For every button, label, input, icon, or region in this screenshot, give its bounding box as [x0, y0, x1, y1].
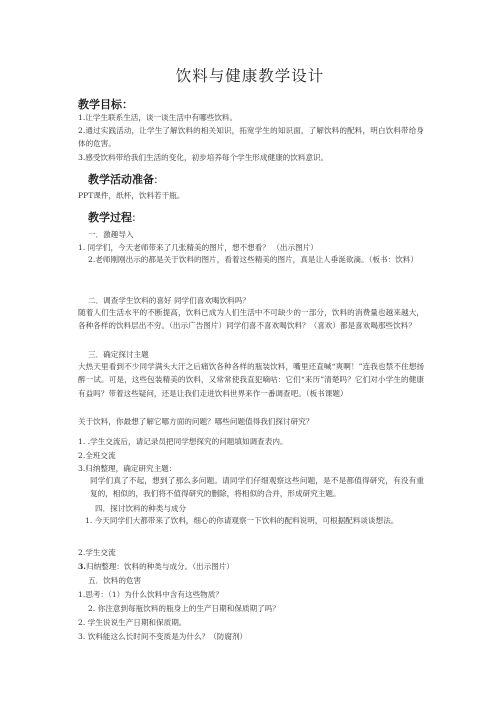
goal-item-2: 2.通过实践活动，让学生了解饮料的相关知识，拓宽学生的知识面，了解饮料的配料，明白饮料带给身体的危害。	[78, 126, 424, 149]
section-4-item-3	[78, 562, 234, 572]
prep-heading	[88, 171, 158, 187]
prep-heading-colon: :	[154, 173, 158, 186]
section-3-text: 大热天里看到不少同学满头大汗之后痛饮各种各样的瓶装饮料，嘴里还直喊“爽啊！”连我也禁不住想扬醉一试。可是，这些包装精美的饮料，又常常使我直犯嘀咕：它们“来历”清楚吗？它们对小学生的健康有益吗？带着这些疑问，还是让我们走进饮料世界来作一番调查吧。（板书课题）	[78, 362, 424, 398]
section-5-item-2: 2. 你注意到每瓶饮料的瓶身上的生产日期和保质期了吗？	[88, 604, 280, 613]
prep-text: PPT课件，纸杯，饮料若干瓶。	[78, 191, 185, 200]
document-title: 饮料与健康教学设计	[175, 67, 325, 85]
section-3-title: 三．确定探讨主题	[88, 350, 149, 359]
section-3-item-2: 2.全班交流	[78, 451, 116, 460]
section-3-item-3: 3.归纳整理，确定研究主题：	[78, 464, 177, 473]
section-4-title: 四．探讨饮料的种类与成分	[95, 504, 187, 513]
process-heading-colon: :	[132, 211, 136, 224]
goal-item-3: 3.感受饮料带给我们生活的变化，初步培养每个学生形成健康的饮料意识。	[78, 153, 329, 162]
goal-item-1: 1.让学生联系生活，谈一谈生活中有哪些饮料。	[78, 113, 238, 122]
section-1-title: 一．激趣导入	[88, 230, 134, 239]
section-5-title: 五．饮料的危害	[88, 576, 142, 585]
section-3-item-3-text: 同学们真了不起，想到了那么多问题。请同学们仔细观察这些问题，是不是都值得研究，有没有重复的，相似的，我们将不值得研究的删除，将相似的合并，形成研究主题。	[90, 476, 424, 499]
section-4-item-3-text: 归纳整理：饮料的种类与成分。（出示图片）	[85, 562, 235, 571]
section-3-question: 关于饮料，你最想了解它哪方面的问题？哪些问题值得我们探讨研究？	[78, 417, 314, 426]
goals-heading: 教学目标：	[78, 98, 133, 111]
prep-heading-text: 教学活动准备	[88, 173, 154, 186]
section-5-item-4: 3. 饮料能这么长时间不变质是为什么？（防腐剂）	[78, 632, 248, 641]
section-1-item-1: 1. 同学们，今天老师带来了几张精美的图片，想不想看？ （出示图片）	[78, 243, 318, 252]
section-5-item-3: 2. 学生说说生产日期和保质期。	[78, 618, 187, 627]
section-4-item-3-number: 3.	[78, 562, 86, 571]
section-4-item-2: 2.学生交流	[78, 548, 116, 557]
section-3-item-1: 1. .学生交流后，请记录员把同学想探究的问题填如调查表内。	[78, 437, 288, 446]
section-4-item-1: 1. 今天同学们大都带来了饮料，细心的你请观察一下饮料的配料说明，可根据配料谈谈想法。	[85, 516, 399, 525]
section-2-title: 二．调查学生饮料的喜好 同学们喜欢喝饮料吗？	[88, 296, 250, 305]
section-2-text: 随着人们生活水平的不断提高，饮料已成为人们生活中不可缺少的一部分，饮料的消费量也越来越大，各种各样的饮料层出不穷。（出示广告图片）同学们喜不喜欢喝饮料？（喜欢）都是喜欢喝那些饮料？	[78, 308, 424, 331]
process-heading-text: 教学过程	[88, 211, 132, 224]
section-5-item-1: 1.思考：（1）为什么饮料中含有这些物质？	[78, 590, 223, 599]
section-1-item-2: 2.老师刚刚出示的都是关于饮料的图片，看着这些精美的图片，真是让人垂涎欲滴。（板书：饮料）	[88, 255, 418, 264]
process-heading	[88, 209, 136, 225]
